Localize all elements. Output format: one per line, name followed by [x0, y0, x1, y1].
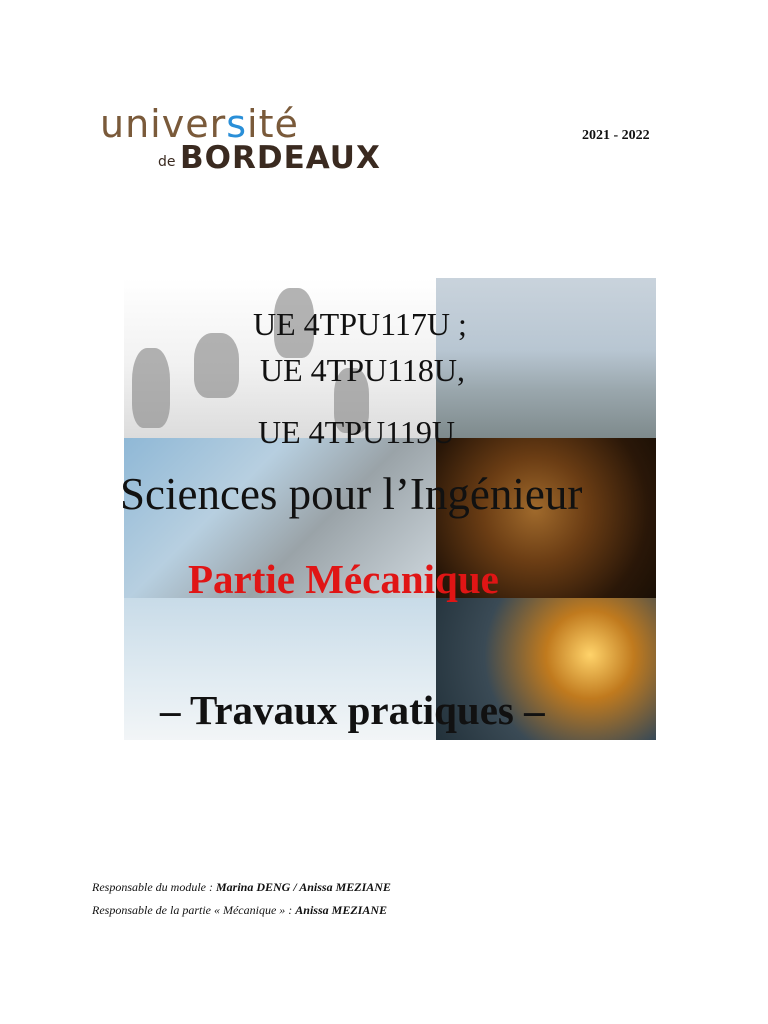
logo-wordmark-bordeaux: BORDEAUX	[180, 140, 381, 176]
university-logo	[100, 96, 400, 186]
part-responsible-name: Anissa MEZIANE	[295, 903, 387, 917]
logo-wordmark-de: de	[158, 154, 176, 170]
document-subtitle: – Travaux pratiques –	[160, 687, 545, 733]
course-title: Sciences pour l’Ingénieur	[120, 469, 583, 519]
academic-year: 2021 - 2022	[582, 128, 650, 143]
part-title: Partie Mécanique	[188, 556, 499, 602]
module-responsible-names: Marina DENG / Anissa MEZIANE	[215, 880, 391, 894]
part-responsible-line	[92, 903, 387, 918]
module-responsible-label: Responsable du module :	[92, 880, 216, 894]
ue-code-2: UE 4TPU118U,	[260, 352, 466, 388]
logo-wordmark-top: université	[100, 102, 299, 146]
part-responsible-label: Responsable de la partie « Mécanique » :	[92, 903, 296, 917]
collage-panel-bridge	[436, 278, 656, 438]
ue-code-1: UE 4TPU117U ;	[253, 306, 467, 342]
module-responsible-line	[92, 880, 391, 895]
ue-code-3: UE 4TPU119U	[258, 414, 456, 450]
